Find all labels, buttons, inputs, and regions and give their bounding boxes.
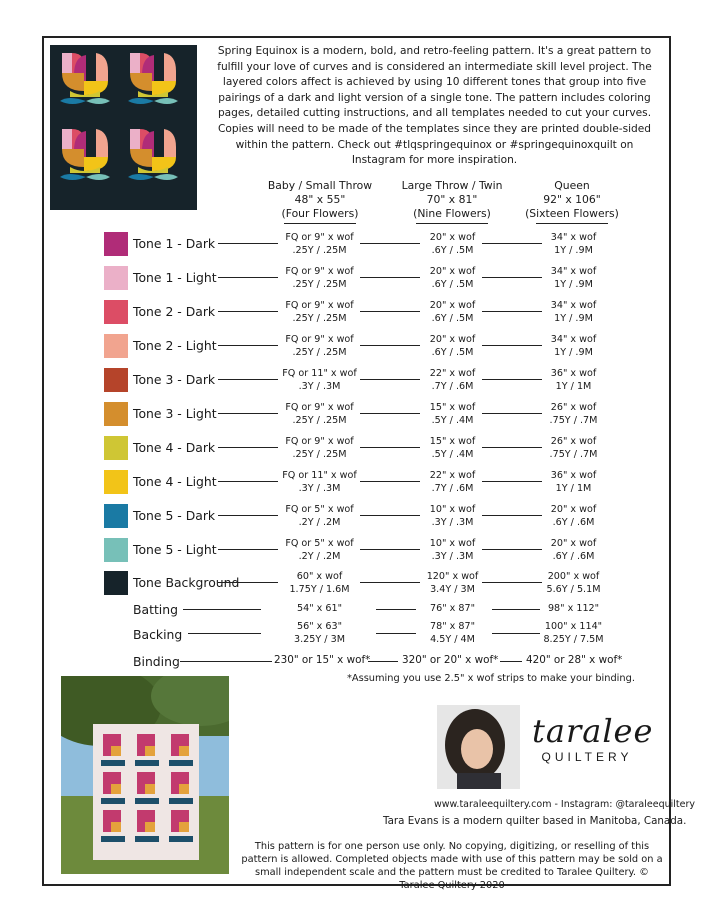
amount-queen: 200" x wof 5.6Y / 5.1M [546,571,601,595]
amount-queen: 20" x wof .6Y / .6M [550,538,597,562]
amount-large: 15" x wof .5Y / .4M [429,402,476,426]
taralee-quiltery-logo: taralee QUILTERY [532,712,654,764]
backing-queen: 100" x 114" 8.25Y / 7.5M [543,621,604,645]
tone-name: Tone 3 - Light [133,406,217,421]
tone-name: Tone 5 - Dark [133,508,216,523]
tone-name: Tone 4 - Light [133,474,217,489]
legal-notice: This pattern is for one person use only. No copying, digitizing, or reselling of this pattern is allowed. Completed objects made with use of this pattern may be sold on a small independent scale and the pattern must be credited to Taralee Quiltery. © Taralee Quiltery 2020 [241,841,663,891]
amount-queen: 26" x wof .75Y / .7M [549,402,598,426]
tone-name: Tone 2 - Dark [133,304,216,319]
amount-baby: FQ or 9" x wof .25Y / .25M [285,232,354,256]
tone-name: Tone 1 - Dark [133,236,216,251]
amount-baby: FQ or 9" x wof .25Y / .25M [285,436,354,460]
amount-baby: FQ or 5" x wof .2Y / .2M [285,504,354,528]
tone-name: Tone 1 - Light [133,270,217,285]
amount-baby: FQ or 9" x wof .25Y / .25M [285,334,354,358]
amount-large: 120" x wof 3.4Y / 3M [426,571,479,595]
color-swatch [104,334,128,358]
amount-queen: 36" x wof 1Y / 1M [550,368,597,392]
tone-row [0,366,713,396]
color-swatch [104,436,128,460]
amount-large: 20" x wof .6Y / .5M [429,266,476,290]
color-swatch [104,470,128,494]
amount-large: 10" x wof .3Y / .3M [429,504,476,528]
binding-footnote: *Assuming you use 2.5" x wof strips to make your binding. [347,673,635,684]
backing-baby: 56" x 63" 3.25Y / 3M [294,621,345,645]
batting-queen: 98" x 112" [547,603,600,614]
amount-queen: 34" x wof 1Y / .9M [550,300,597,324]
tone-name: Tone 4 - Dark [133,440,216,455]
tone-name: Tone 3 - Dark [133,372,216,387]
binding-baby: 230" or 15" x wof* [274,654,371,666]
amount-large: 20" x wof .6Y / .5M [429,334,476,358]
amount-large: 10" x wof .3Y / .3M [429,538,476,562]
tone-row [0,298,713,328]
amount-queen: 34" x wof 1Y / .9M [550,232,597,256]
tone-row [0,264,713,294]
tone-name: Tone 5 - Light [133,542,217,557]
color-swatch [104,266,128,290]
color-swatch [104,402,128,426]
batting-row [0,598,713,622]
author-photo [437,705,520,789]
amount-baby: FQ or 9" x wof .25Y / .25M [285,300,354,324]
amount-baby: 60" x wof 1.75Y / 1.6M [289,571,350,595]
binding-queen: 420" or 28" x wof* [526,654,623,666]
tone-row [0,230,713,260]
amount-large: 22" x wof .7Y / .6M [429,368,476,392]
amount-large: 15" x wof .5Y / .4M [429,436,476,460]
cover-illustration [50,45,197,210]
amount-baby: FQ or 11" x wof .3Y / .3M [282,368,357,392]
color-swatch [104,300,128,324]
quilt-photo [61,676,229,874]
tone-row [0,434,713,464]
binding-large: 320" or 20" x wof* [402,654,499,666]
tone-row [0,332,713,362]
tone-name: Tone Background [133,575,240,590]
backing-row [0,620,713,650]
color-swatch [104,538,128,562]
binding-label: Binding [133,654,180,669]
amount-large: 20" x wof .6Y / .5M [429,232,476,256]
amount-large: 22" x wof .7Y / .6M [429,470,476,494]
tone-name: Tone 2 - Light [133,338,217,353]
color-swatch [104,504,128,528]
column-header-large: Large Throw / Twin 70" x 81" (Nine Flowers) [394,179,510,224]
column-header-queen: Queen 92" x 106" (Sixteen Flowers) [514,179,630,224]
amount-large: 20" x wof .6Y / .5M [429,300,476,324]
amount-baby: FQ or 11" x wof .3Y / .3M [282,470,357,494]
amount-queen: 20" x wof .6Y / .6M [550,504,597,528]
color-swatch [104,232,128,256]
backing-label: Backing [133,627,183,642]
amount-baby: FQ or 5" x wof .2Y / .2M [285,538,354,562]
tone-row [0,400,713,430]
tone-row [0,536,713,566]
amount-queen: 36" x wof 1Y / 1M [550,470,597,494]
color-swatch [104,368,128,392]
backing-large: 78" x 87" 4.5Y / 4M [429,621,476,645]
batting-baby: 54" x 61" [296,603,343,614]
amount-queen: 26" x wof .75Y / .7M [549,436,598,460]
column-header-baby: Baby / Small Throw 48" x 55" (Four Flowers) [262,179,378,224]
website-instagram: www.taraleequiltery.com - Instagram: @taraleequiltery [434,799,695,810]
amount-queen: 34" x wof 1Y / .9M [550,334,597,358]
color-swatch [104,571,128,595]
amount-baby: FQ or 9" x wof .25Y / .25M [285,266,354,290]
tone-row [0,569,713,599]
tone-row [0,468,713,498]
author-bio: Tara Evans is a modern quilter based in Manitoba, Canada. [383,815,687,827]
intro-paragraph: Spring Equinox is a modern, bold, and retro-feeling pattern. It's a great pattern to fulfill your love of curves and is considered an intermediate skill level project. The layered colors affect is achieved by using 10 different tones that group into five pairings of a dark and light version of a single tone. The pattern includes coloring pages, detailed cutting instructions, and all templates needed to cut your curves. Copies will need to be made of the templates since they are printed double-sided within the pattern. Check out #tlqspringequinox or #springequinoxquilt on Instagram for more inspiration. [217,45,652,167]
amount-baby: FQ or 9" x wof .25Y / .25M [285,402,354,426]
amount-queen: 34" x wof 1Y / .9M [550,266,597,290]
batting-large: 76" x 87" [429,603,476,614]
tone-row [0,502,713,532]
batting-label: Batting [133,602,178,617]
